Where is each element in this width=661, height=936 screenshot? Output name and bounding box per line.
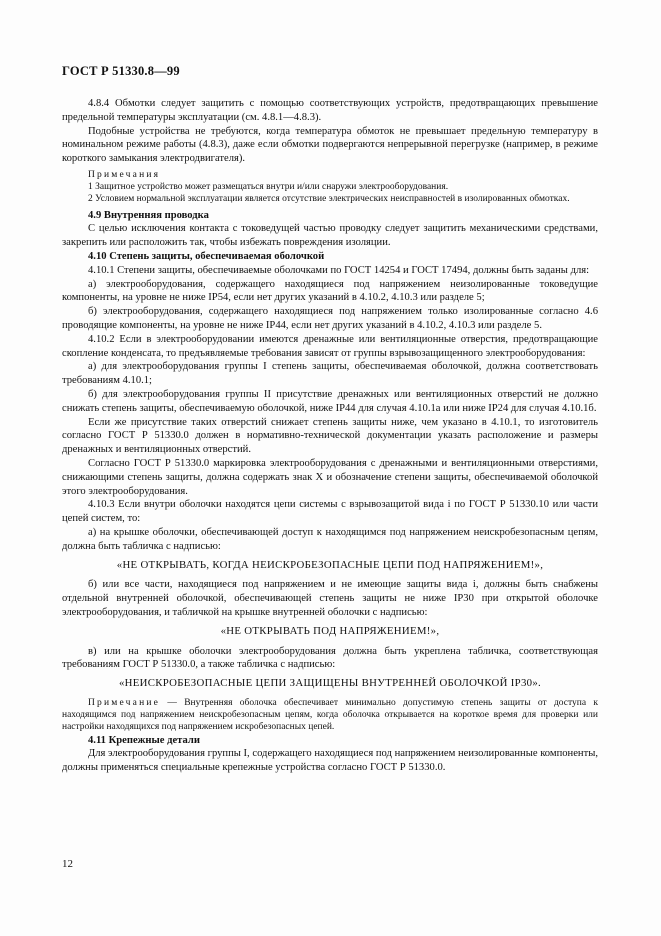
paragraph-4-10-3-a: а) на крышке оболочки, обеспечивающей доступ к находящимся под напряжением неискробезопасным цепям, должна быть табличка с надписью: [62, 526, 598, 552]
note-3 [62, 697, 598, 734]
heading-4-11: 4.11 Крепежные детали [88, 734, 200, 746]
heading-4-10: 4.10 Степень защиты, обеспечиваемая оболочкой [88, 250, 325, 262]
paragraph-4-10-1-a: а) электрооборудования, содержащего находящиеся под напряжением неизолированные токоведущие компоненты, на уровне не ниже IP54, если нет других указаний в 4.10.2, 4.10.3 или разделе 5; [62, 278, 598, 304]
paragraph-marking: Согласно ГОСТ Р 51330.0 маркировка электрооборудования с дренажными и вентиляционными отверстиями, снижающими степень защиты, должна содержать знак X и обозначение степени защиты, обеспечиваемой оболочкой этого электрооборудования. [62, 457, 598, 497]
note-1: 1 Защитное устройство может размещаться внутри и/или снаружи электрооборудования. [88, 182, 449, 193]
paragraph-4-10-2-b: б) для электрооборудования группы II присутствие дренажных или вентиляционных отверстий не должно снижать степень защиты, обеспечиваемую оболочкой, ниже IP44 для случая 4.10.1а или ниже IP24 для случая 4.10.1б. [62, 388, 598, 414]
note-3-text: — Внутренняя оболочка обеспечивает минимально допустимую степень защиты от доступа к находящимся под напряжением неискробезопасным цепям, когда оболочка открывается на короткое время для проверки или настройки находящихся под напряжением искробезопасных цепей. [62, 697, 599, 733]
paragraph-4-10-2-a: а) для электрооборудования группы I степень защиты, обеспечиваемая оболочкой, должна соответствовать требованиям 4.10.1; [62, 361, 598, 387]
paragraph-4-10-2: 4.10.2 Если в электрооборудовании имеются дренажные или вентиляционные отверстия, предотвращающие скопление конденсата, то предъявляемые требования зависят от группы взрывозащищенного электрооборудования: [62, 333, 598, 359]
paragraph-4-11: Для электрооборудования группы I, содержащего находящиеся под напряжением неизолированные компоненты, должны применяться специальные крепежные устройства согласно ГОСТ Р 51330.0. [62, 748, 598, 774]
warning-quote-3: «НЕИСКРОБЕЗОПАСНЫЕ ЦЕПИ ЗАЩИЩЕНЫ ВНУТРЕННЕЙ ОБОЛОЧКОЙ IP30». [118, 677, 542, 690]
paragraph-4-10-1-b: б) электрооборудования, содержащего находящиеся под напряжением только изолированные согласно 4.6 проводящие компоненты, на уровне не ниже IP44, если нет других указаний в 4.10.2, 4.10.3 или разделе 5. [62, 306, 598, 331]
paragraph-4-10-1: 4.10.1 Степени защиты, обеспечиваемые оболочками по ГОСТ 14254 и ГОСТ 17494, должны быть заданы для: [88, 264, 590, 276]
paragraph-4-8-4: 4.8.4 Обмотки следует защитить с помощью соответствующих устройств, предотвращающих превышение предельной температуры эксплуатации (см. 4.8.1—4.8.3). [62, 98, 598, 123]
notes-title: Примечания [88, 169, 161, 180]
note-3-title: Примечание [88, 697, 161, 708]
paragraph-lower-protection: Если же присутствие таких отверстий снижает степень защиты ниже, чем указано в 4.10.1, то изготовитель согласно ГОСТ Р 51330.0 должен в нормативно-технической документации указать расположение и размеры дренажных и вентиляционных отверстий. [62, 416, 598, 456]
heading-4-9: 4.9 Внутренняя проводка [88, 209, 209, 221]
paragraph-4-10-3-c: в) или на крышке оболочки электрооборудования должна быть укреплена табличка, соответствующая требованиям ГОСТ Р 51330.0, а также табличка с надписью: [62, 645, 598, 671]
note-2: 2 Условием нормальной эксплуатации является отсутствие электрических неисправностей в изолированных обмотках. [88, 194, 570, 205]
paragraph-4-10-3: 4.10.3 Если внутри оболочки находятся цепи системы с взрывозащитой вида i по ГОСТ Р 51330.10 или части цепей систем, то: [62, 499, 598, 525]
paragraph-4-10-3-b: б) или все части, находящиеся под напряжением и не имеющие защиты вида i, должны быть снабжены отдельной внутренней оболочкой, обеспечивающей степень защиты не ниже IP30 при открытой оболочке электрооборудования, и табличкой на крышке внутренней оболочки с надписью: [62, 579, 598, 618]
document-body [62, 97, 598, 775]
page-number: 12 [62, 858, 73, 870]
document-header: ГОСТ Р 51330.8—99 [62, 64, 180, 78]
warning-quote-2: «НЕ ОТКРЫВАТЬ ПОД НАПРЯЖЕНИЕМ!», [220, 624, 440, 637]
paragraph-devices: Подобные устройства не требуются, когда температура обмоток не превышает предельную температуру в номинальном режиме работы (4.8.3), даже если обмотки подвергаются непрерывной перегрузке (например, в режиме короткого замыкания электродвигателя). [62, 125, 598, 165]
paragraph-4-9: С целью исключения контакта с токоведущей частью проводку следует защитить механическими средствами, закрепить или расположить так, чтобы избежать повреждения изоляции. [62, 223, 598, 249]
warning-quote-1: «НЕ ОТКРЫВАТЬ, КОГДА НЕИСКРОБЕЗОПАСНЫЕ ЦЕПИ ПОД НАПРЯЖЕНИЕМ!», [116, 558, 544, 571]
